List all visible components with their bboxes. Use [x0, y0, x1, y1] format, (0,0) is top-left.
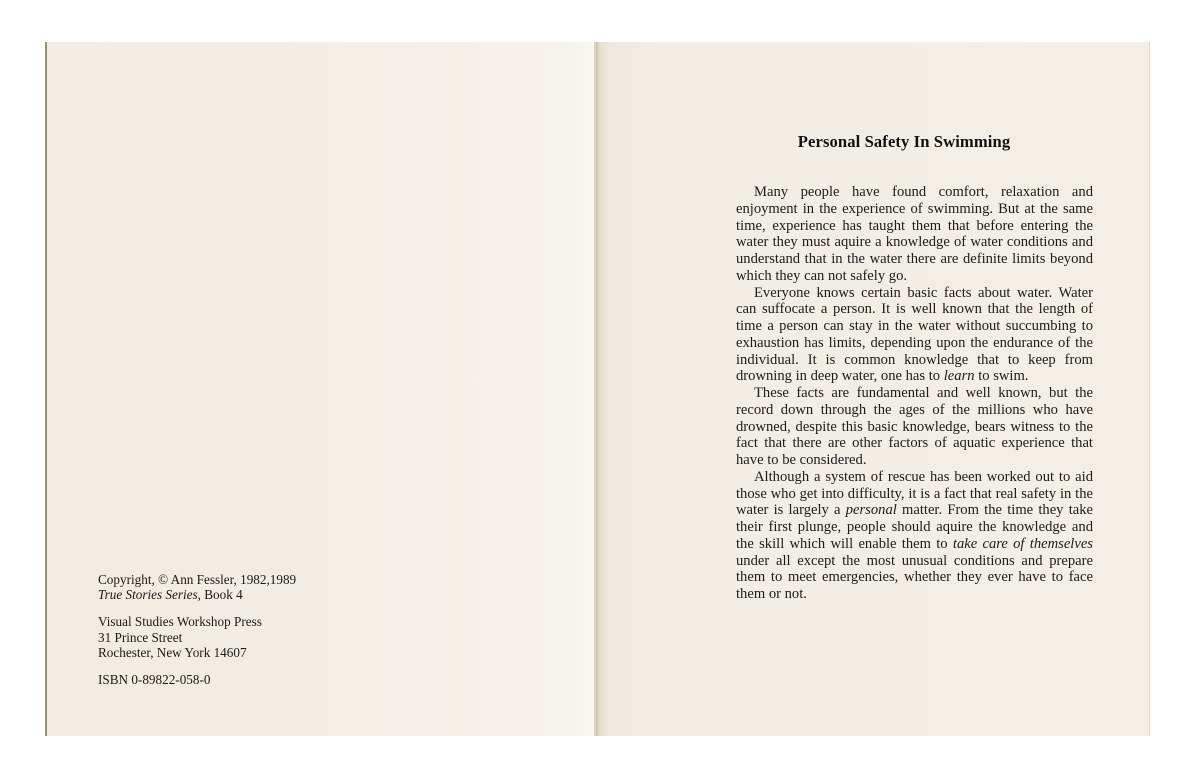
left-page [45, 42, 596, 736]
paragraph-1: Many people have found comfort, relaxation and enjoyment in the experience of swimming. But at the same time, experience has taught them that before entering the water they must aquire a knowledge of water conditions and understand that in the water there are definite limits beyond which they can not safely go. [736, 184, 1093, 284]
paragraph-4 [736, 469, 1093, 603]
right-page [596, 42, 1150, 736]
series-line [98, 587, 296, 602]
copyright-line: Copyright, © Ann Fessler, 1982,1989 [98, 572, 297, 587]
isbn: ISBN 0-89822-058-0 [98, 672, 211, 688]
paragraph-3: These facts are fundamental and well known, but the record down through the ages of the millions who have drowned, despite this basic knowledge, bears witness to the fact that there are other factors of aquatic experience that have to be considered. [736, 385, 1093, 468]
publisher-city: Rochester, New York 14607 [98, 644, 247, 660]
paragraph-4-mid: matter. From the time they take their first plunge, people should aquire the knowledge and the skill which will enable them to [736, 502, 1093, 552]
series-book: Book 4 [200, 587, 243, 603]
book-spread [45, 42, 1150, 736]
paragraph-4-end: under all except the most unusual conditions and prepare them to meet emergencies, whether they ever have to face them or not. [736, 552, 1093, 602]
page-title: Personal Safety In Swimming [797, 132, 1011, 151]
body-text [736, 184, 1093, 603]
emphasis-personal: personal [845, 502, 897, 519]
colophon [98, 572, 296, 687]
paragraph-2-text: Everyone knows certain basic facts about water. Water can suffocate a person. It is well known that the length of time a person can stay in the water without succumbing to exhaustion has limits, depending upon the endurance of the individual. It is common knowledge that to keep from drowning in deep water, one has to [736, 284, 1093, 385]
paragraph-4-text: Although a system of rescue has been worked out to aid those who get into difficulty, it is a fact that real safety in the water is largely a [736, 468, 1093, 519]
paragraph-2-end: to swim. [974, 368, 1029, 385]
publisher-name: Visual Studies Workshop Press [98, 614, 262, 630]
emphasis-learn: learn [943, 368, 975, 385]
series-title: True Stories Series, [98, 587, 201, 603]
publisher-street: 31 Prince Street [98, 629, 183, 645]
emphasis-take-care: take care of themselves [952, 535, 1093, 552]
paragraph-2 [736, 285, 1093, 386]
